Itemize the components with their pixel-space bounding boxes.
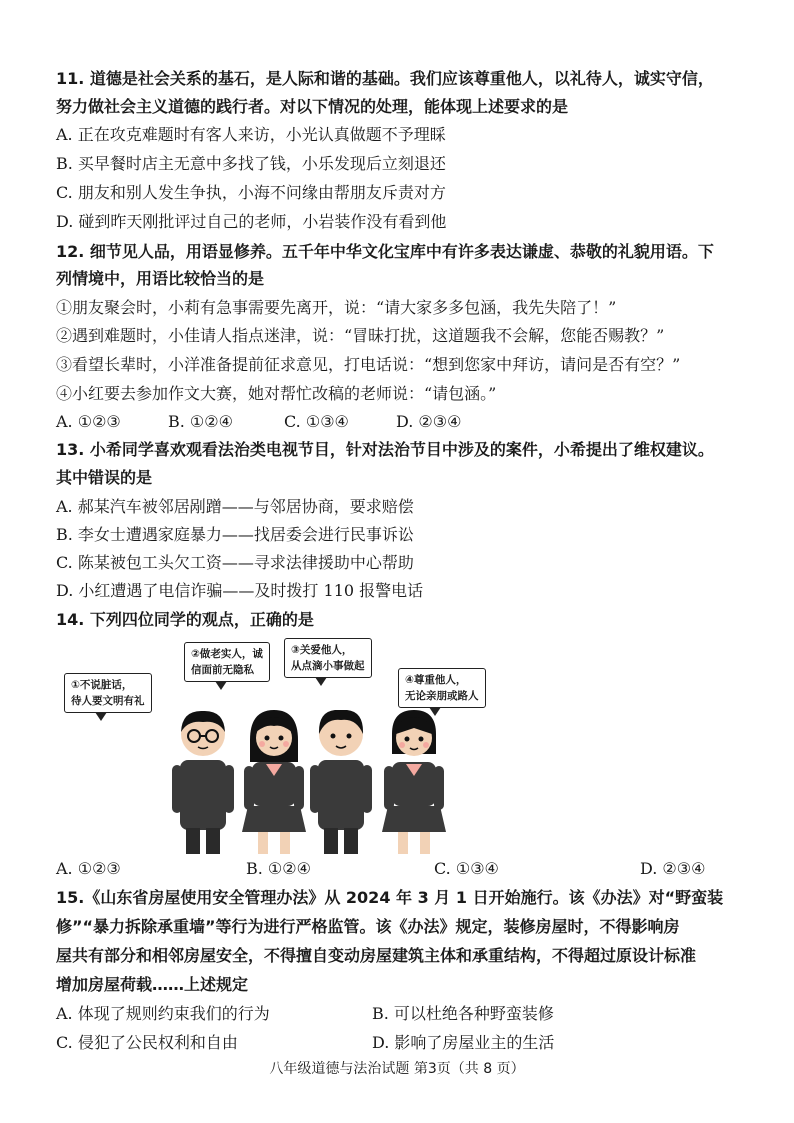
speech-bubble-1	[64, 673, 152, 713]
q11-option-d: D. 碰到昨天刚批评过自己的老师，小岩装作没有看到他	[56, 212, 447, 231]
q13-stem-line2: 其中错误的是	[56, 468, 153, 487]
q15-stem-line4: 增加房屋荷载……上述规定	[56, 975, 249, 994]
q11-option-c: C. 朋友和别人发生争执，小海不问缘由帮朋友斥责对方	[56, 183, 446, 202]
q12-option-d: D. ②③④	[396, 412, 462, 431]
q15-stem-line2: 修”“暴力拆除承重墙”等行为进行严格监管。该《办法》规定，装修房屋时，不得影响房	[56, 917, 680, 936]
student-girl-1	[242, 710, 306, 854]
q15-option-d: D. 影响了房屋业主的生活	[372, 1033, 555, 1052]
q14-option-c: C. ①③④	[434, 859, 499, 878]
q15-option-a: A. 体现了规则约束我们的行为	[56, 1004, 270, 1023]
speech-bubble-1-line2: 待人要文明有礼	[71, 695, 145, 707]
q15-option-b: B. 可以杜绝各种野蛮装修	[372, 1004, 554, 1023]
page-footer: 八年级道德与法治试题 第3页（共 8 页）	[269, 1061, 525, 1077]
q12-option-a: A. ①②③	[56, 412, 121, 431]
q12-statement-2: ②遇到难题时，小佳请人指点迷津，说：“冒昧打扰，这道题我不会解，您能否赐教？”	[56, 326, 665, 345]
speech-bubble-4	[398, 668, 486, 708]
speech-bubble-3-line2: 从点滴小事做起	[291, 660, 365, 672]
speech-bubble-2	[184, 642, 270, 682]
q13-stem-line1: 13. 小希同学喜欢观看法治类电视节目，针对法治节目中涉及的案件，小希提出了维权建议。	[56, 440, 714, 459]
q15-stem-line1: 15.《山东省房屋使用安全管理办法》从 2024 年 3 月 1 日开始施行。该《办法》对“野蛮装	[56, 888, 724, 907]
q14-stem: 14. 下列四位同学的观点，正确的是	[56, 610, 314, 629]
students-illustration	[160, 710, 460, 856]
q14-option-b: B. ①②④	[246, 859, 311, 878]
q13-option-a: A. 郝某汽车被邻居剐蹭——与邻居协商，要求赔偿	[56, 497, 414, 516]
speech-bubble-4-line2: 无论亲朋或路人	[405, 690, 479, 702]
q11-option-a: A. 正在攻克难题时有客人来访，小光认真做题不予理睬	[56, 125, 446, 144]
q14-option-a: A. ①②③	[56, 859, 121, 878]
speech-bubble-3	[284, 638, 372, 678]
q13-option-b: B. 李女士遭遇家庭暴力——找居委会进行民事诉讼	[56, 525, 414, 544]
student-boy-2	[310, 710, 372, 854]
q12-option-c: C. ①③④	[284, 412, 349, 431]
speech-bubble-2-line1: ②做老实人，诚	[191, 648, 263, 660]
speech-bubble-2-line2: 信面前无隐私	[191, 664, 254, 676]
q14-option-d: D. ②③④	[640, 859, 706, 878]
speech-bubble-1-line1: ①不说脏话，	[71, 679, 133, 691]
q11-stem-line2: 努力做社会主义道德的践行者。对以下情况的处理，能体现上述要求的是	[56, 97, 569, 116]
q15-option-c: C. 侵犯了公民权利和自由	[56, 1033, 238, 1052]
q12-stem-line1: 12. 细节见人品，用语显修养。五千年中华文化宝库中有许多表达谦虚、恭敬的礼貌用语。下	[56, 242, 714, 261]
q11-stem-line1: 11. 道德是社会关系的基石，是人际和谐的基础。我们应该尊重他人，以礼待人，诚实守信，	[56, 69, 714, 88]
q12-option-b: B. ①②④	[168, 412, 233, 431]
q12-statement-3: ③看望长辈时，小洋准备提前征求意见，打电话说：“想到您家中拜访，请问是否有空？”	[56, 355, 681, 374]
q13-option-c: C. 陈某被包工头欠工资——寻求法律援助中心帮助	[56, 553, 414, 572]
speech-bubble-3-line1: ③关爱他人，	[291, 644, 353, 656]
student-girl-2	[382, 710, 446, 854]
q12-statement-1: ①朋友聚会时，小莉有急事需要先离开，说：“请大家多多包涵，我先失陪了！”	[56, 298, 617, 317]
speech-bubble-4-line1: ④尊重他人，	[405, 674, 467, 686]
q12-statement-4: ④小红要去参加作文大赛，她对帮忙改稿的老师说：“请包涵。”	[56, 384, 497, 403]
q13-option-d: D. 小红遭遇了电信诈骗——及时拨打 110 报警电话	[56, 581, 424, 600]
q11-option-b: B. 买早餐时店主无意中多找了钱，小乐发现后立刻退还	[56, 154, 446, 173]
q12-stem-line2: 列情境中，用语比较恰当的是	[56, 269, 265, 288]
q15-stem-line3: 屋共有部分和相邻房屋安全，不得擅自变动房屋建筑主体和承重结构，不得超过原设计标准	[56, 946, 697, 965]
student-boy-glasses	[172, 711, 234, 854]
